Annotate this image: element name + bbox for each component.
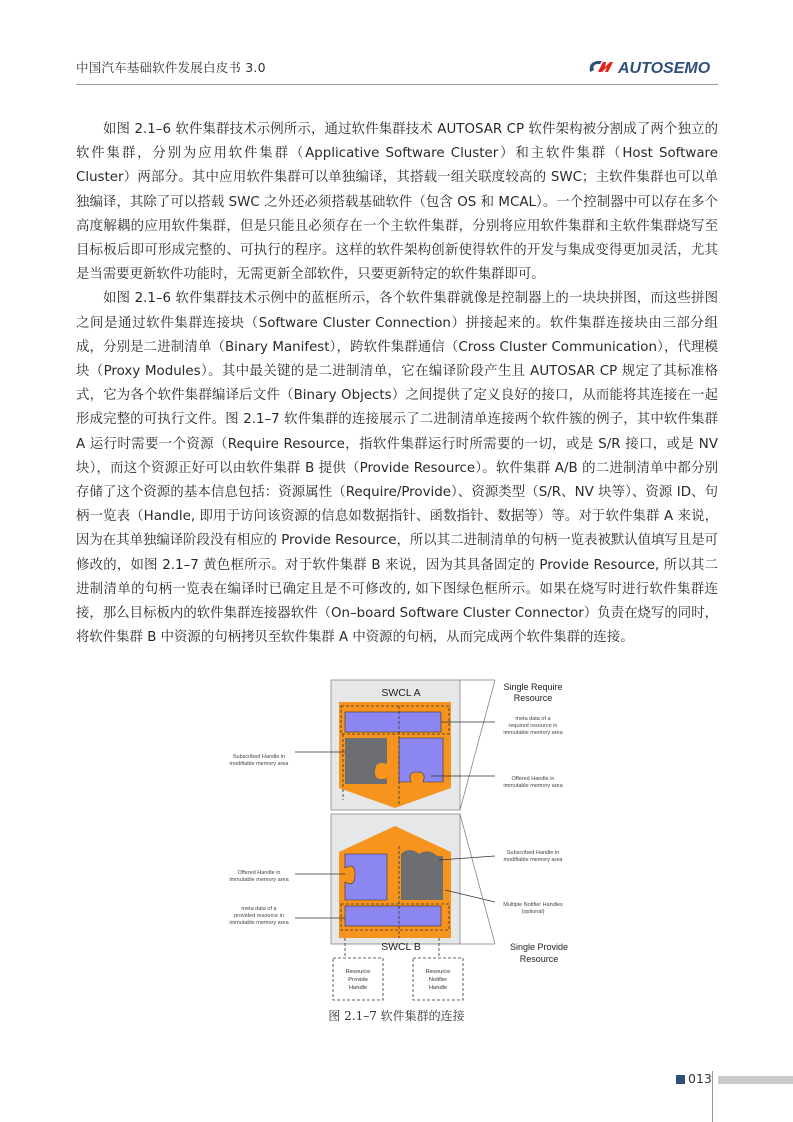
notifier-label-2: (optional) [521, 909, 545, 915]
body-text [76, 118, 718, 650]
page-marker [676, 1075, 685, 1084]
page-number: 013 [688, 1071, 712, 1086]
offered-handle-left-label-2: immutable memory area [229, 877, 289, 883]
single-require-label-1: Single Require [503, 682, 563, 692]
subscribed-handle-right-shape [401, 850, 443, 900]
meta-required-label-1: meta data of a [515, 716, 551, 722]
meta-required-label-2: required resource in [508, 723, 558, 729]
swcl-b-label: SWCL B [381, 941, 421, 953]
paragraph-1: 如图 2.1–6 软件集群技术示例所示，通过软件集群技术 AUTOSAR CP 软件架构被分割成了两个独立的软件集群，分别为应用软件集群（Applicative Software Cluster）和主软件集群（Host Software Cluster）两部分。其中应用软件集群可以单独编译，其搭载一组关联度较高的 SWC；主软件集群也可以单独编译，其除了可以搭载 SWC 之外还必须搭载基础软件（包含 OS 和 MCAL）。一个控制器中可以存在多个高度解耦的应用软件集群，但是只能且必须存在一个主软件集群，分别将应用软件集群和主软件集群烧写至目标板后即可形成完整的、可执行的程序。这样的软件架构创新使得软件的开发与集成变得更加灵活，尤其是当需要更新软件功能时，无需更新全部软件，只要更新特定的软件集群即可。 [76, 122, 718, 283]
offered-handle-left-label-1: Offered Handle in [237, 870, 281, 876]
paragraph-2: 如图 2.1–6 软件集群技术示例中的蓝框所示，各个软件集群就像是控制器上的一块块拼图，而这些拼图之间是通过软件集群连接块（Software Cluster Connection）拼接起来的。软件集群连接块由三部分组成，分别是二进制清单（Binary Manifest），跨软件集群通信（Cross Cluster Communication），代理模块（Proxy Modules）。其中最关键的是二进制清单，它在编译阶段产生且 AUTOSAR CP 规定了其标准格式，它为各个软件集群编译后文件（Binary Objects）之间提供了定义良好的接口，从而能将其连接在一起形成完整的可执行文件。图 2.1–7 软件集群的连接展示了二进制清单连接两个软件簇的例子，其中软件集群 A 运行时需要一个资源（Require Resource，指软件集群运行时所需要的一切，或是 S/R 接口，或是 NV 块），而这个资源正好可以由软件集群 B 提供（Provide Resource）。软件集群 A/B 的二进制清单中都分别存储了这个资源的基本信息包括：资源属性（Require/Provide）、资源类型（S/R、NV 块等）、资源 ID、句柄一览表（Handle, 即用于访问该资源的信息如数据指针、函数指针、数据等）等。对于软件集群 A 来说，因为在其单独编译阶段没有相应的 Provide Resource，所以其二进制清单的句柄一览表被默认值填写且是可修改的，如图 2.1–7 黄色框所示。对于软件集群 B 来说，因为其具备固定的 Provide Resource, 所以其二进制清单的句柄一览表在编译时已确定且是不可修改的, 如下图绿色框所示。如果在烧写时进行软件集群连接，那么目标板内的软件集群连接器软件（On–board Software Cluster Connector）负责在烧写的同时，将软件集群 B 中资源的句柄拷贝至软件集群 A 中资源的句柄，从而完成两个软件集群的连接。 [76, 291, 718, 646]
single-provide-label-1: Single Provide [509, 942, 569, 952]
offered-handle-right-label-2: immutable memory area [503, 783, 563, 789]
resource-notifier-handle-label-1: Resource [425, 969, 451, 975]
single-provide-label-2: Resource [519, 954, 559, 964]
resource-notifier-handle-label-2: Notifier [428, 977, 448, 983]
subscribed-handle-left-label-2: modifiable memory area [229, 761, 289, 767]
footer-bar [718, 1076, 793, 1084]
footer-divider [712, 1071, 713, 1122]
swcl-a-label: SWCL A [381, 687, 421, 699]
notifier-label-1: Multiple Notifier Handles [503, 902, 563, 908]
resource-provide-handle-label-3: Handle [348, 985, 368, 991]
meta-provided-label-2: provided resource in [234, 913, 284, 919]
single-require-label-2: Resource [513, 693, 553, 703]
subscribed-handle-right-label-1: Subscribed Handle in [506, 850, 560, 856]
meta-provided-box [345, 906, 441, 926]
resource-provide-handle-label-1: Resource [345, 969, 371, 975]
resource-notifier-handle-label-3: Handle [428, 985, 448, 991]
meta-provided-label-3: immutable memory area [229, 920, 289, 926]
header-divider [76, 84, 718, 85]
resource-provide-handle-label-2: Provide [348, 977, 368, 983]
meta-required-box [345, 712, 441, 732]
logo-text: AUTOSEMO [618, 60, 711, 76]
meta-required-label-3: immutable memory area [503, 730, 563, 736]
swcl-connection-figure [205, 676, 605, 1010]
meta-provided-label-1: meta data of a [241, 906, 277, 912]
offered-handle-right-label-1: Offered Handle in [511, 776, 555, 782]
subscribed-handle-right-label-2: modifiable memory area [503, 857, 563, 863]
subscribed-handle-left-label-1: Subscribed Handle in [232, 754, 286, 760]
autosemo-logo [586, 58, 718, 76]
figure-caption: 图 2.1–7 软件集群的连接 [328, 1009, 465, 1023]
header-title: 中国汽车基础软件发展白皮书 3.0 [76, 60, 266, 75]
